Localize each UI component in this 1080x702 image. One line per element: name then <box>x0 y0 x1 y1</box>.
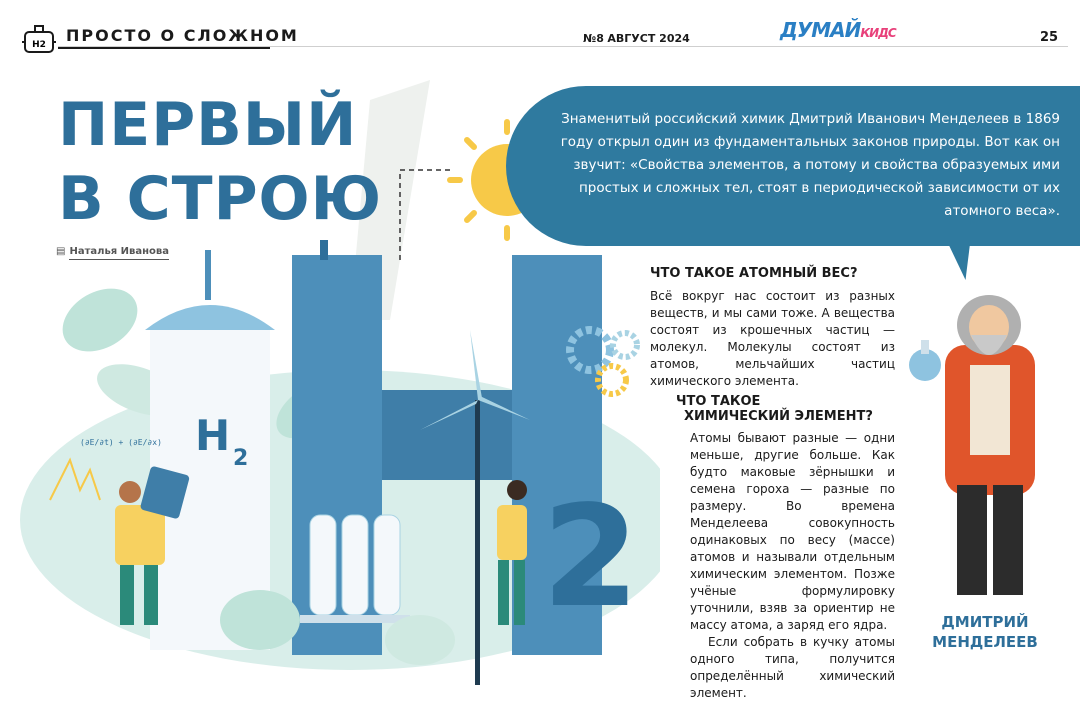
document-icon: ▤ <box>56 246 66 257</box>
h-pipe <box>320 240 328 260</box>
answer-1: Всё вокруг нас состоит из разных веществ, и мы сами тоже. А вещества состоят из крошечных частиц — молекул. Молекулы состоят из атомов, мельчайших частиц химического элемента. <box>650 289 895 388</box>
logo-main: ДУМАЙ <box>780 18 861 42</box>
title-line2: В СТРОЮ <box>58 164 382 234</box>
question-1: ЧТО ТАКОЕ АТОМНЫЙ ВЕС? <box>650 266 858 281</box>
big-digit: 2 <box>542 476 640 639</box>
answer-2-para2: Если собрать в кучку атомы одного типа, получится определённый химический элемент. <box>690 635 895 700</box>
issue-info <box>583 32 690 45</box>
author-name: Наталья Иванова <box>69 246 169 260</box>
page-number: 25 <box>1040 30 1059 45</box>
tank-pipe <box>205 250 211 300</box>
answer-2 <box>690 430 895 702</box>
leaf-icon <box>51 276 148 364</box>
quote-bubble-tail <box>946 240 977 280</box>
question-2-line1: ЧТО ТАКОЕ <box>676 394 761 409</box>
gas-cylinders <box>300 515 410 623</box>
title-line1: ПЕРВЫЙ <box>58 90 358 160</box>
tank-label: H <box>195 411 231 460</box>
article-title <box>58 88 382 236</box>
bush-icon <box>385 615 455 665</box>
shirt <box>970 365 1010 455</box>
section-icon-label: H2 <box>32 40 46 50</box>
author-byline <box>56 246 169 257</box>
portrait-name-line2: МЕНДЕЛЕЕВ <box>932 633 1038 651</box>
magazine-logo <box>780 18 896 42</box>
section-icon <box>22 24 56 54</box>
intro-text: Знаменитый российский химик Дмитрий Иванович Менделеев в 1869 году открыл один из фундаментальных законов природы. Вот как он звучит: «Свойства элементов, а потому и свойства образуемых ими простых и сложных тел, стоят в периодической зависимости от их атомного веса». <box>560 111 1060 219</box>
formula: (∂E/∂t) + (∂E/∂x) <box>80 438 162 447</box>
left-leg <box>957 485 987 595</box>
tank-dome <box>145 305 275 330</box>
portrait-name-line1: ДМИТРИЙ <box>941 613 1029 631</box>
portrait-caption <box>930 612 1040 652</box>
header-divider <box>58 46 1068 47</box>
tank-subscript: 2 <box>233 446 249 471</box>
logo-kids: КИДС <box>860 26 896 40</box>
issue-month: АВГУСТ 2024 <box>607 32 690 45</box>
answer-2-para1: Атомы бывают разные — одни меньше, другие больше. Как будто маковые зёрнышки и семена гороха — разные по размеру. Во времена Менделеева совокупность одинаковых по весу (массе) атомов и называли отдельным химическим элементом. Позже учёные формулировку уточнили, взяв за ориентир не массу атома, а заряд его ядра. <box>690 431 895 632</box>
turbine-pole <box>475 400 480 685</box>
section-title: ПРОСТО О СЛОЖНОМ <box>66 26 299 45</box>
bush-icon <box>220 590 300 650</box>
issue-number: №8 <box>583 32 604 45</box>
gear-icon <box>613 333 637 357</box>
right-leg <box>993 485 1023 595</box>
question-2-line2: ХИМИЧЕСКИЙ ЭЛЕМЕНТ? <box>684 409 873 424</box>
mendeleev-portrait <box>905 285 1065 605</box>
question-2 <box>676 394 873 424</box>
